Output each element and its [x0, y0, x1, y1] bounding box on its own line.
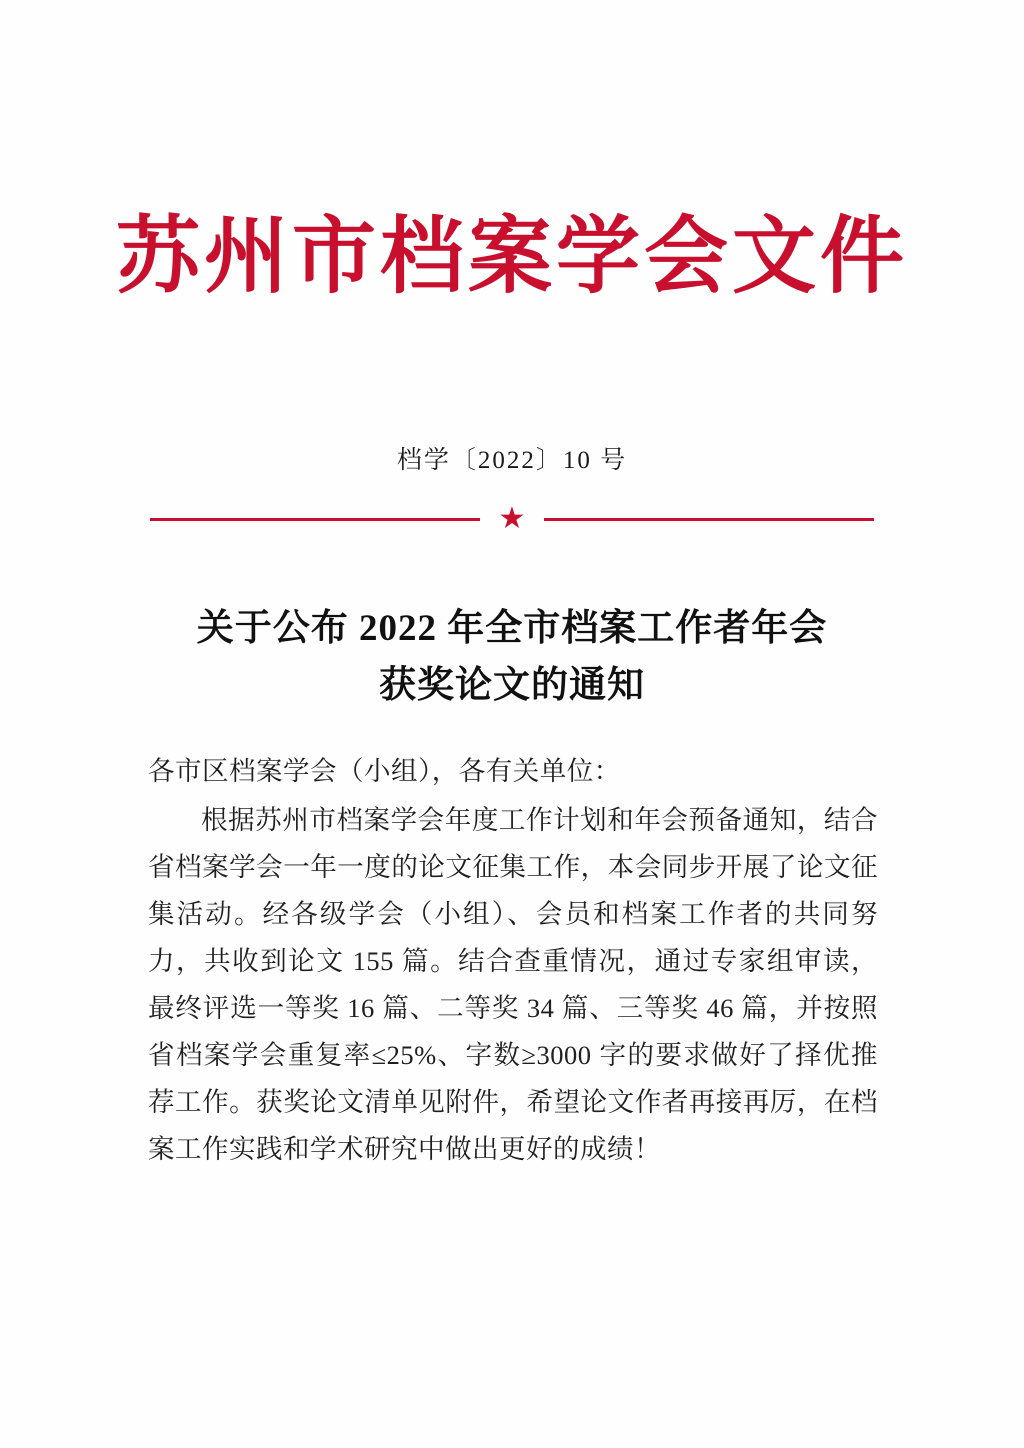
- document-title-line-2: 获奖论文的通知: [379, 665, 645, 707]
- separator-line-left: [150, 518, 480, 521]
- masthead: [0, 206, 1024, 305]
- star-icon: ★: [498, 502, 526, 535]
- document-body: [148, 748, 878, 1173]
- masthead-title: 苏州市档案学会文件: [115, 206, 908, 305]
- salutation: 各市区档案学会（小组），各有关单位：: [148, 756, 621, 786]
- document-title: [140, 600, 884, 715]
- red-separator-rule: [150, 502, 874, 535]
- document-title-line-1: 关于公布 2022 年全市档案工作者年会: [196, 608, 828, 649]
- document-number: 档学〔2022〕10 号: [396, 447, 628, 474]
- separator-line-right: [544, 518, 874, 521]
- body-paragraph-1: 根据苏州市档案学会年度工作计划和年会预备通知，结合省档案学会一年一度的论文征集工作，本会同步开展了论文征集活动。经各级学会（小组）、会员和档案工作者的共同努力，共收到论文 155 篇。结合查重情况，通过专家组审读，最终评选一等奖 16 篇、二等奖 34 篇、三等奖 46 篇，并按照省档案学会重复率≤25%、字数≥3000 字的要求做好了择优推荐工作。获奖论文清单见附件，希望论文作者再接再厉，在档案工作实践和学术研究中做出更好的成绩！: [148, 805, 878, 1164]
